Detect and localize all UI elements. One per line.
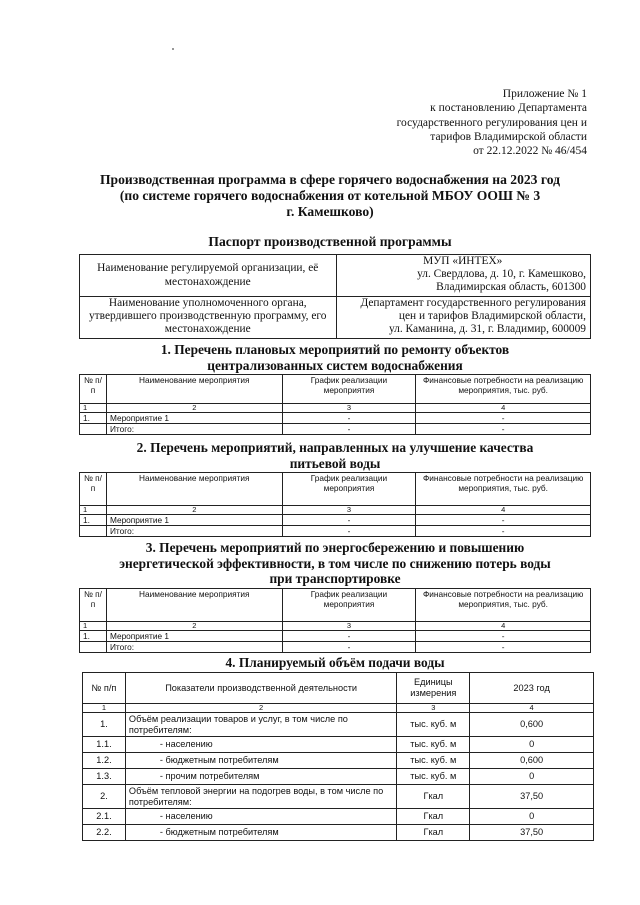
passport-value-authority <box>336 297 591 339</box>
row-unit: тыс. куб. м <box>397 713 470 737</box>
column-number: 3 <box>282 404 416 413</box>
row-value: 37,50 <box>470 825 594 841</box>
column-number: 1 <box>80 622 107 631</box>
row-finance: - <box>416 413 591 424</box>
column-number: 3 <box>282 622 416 631</box>
row-num: 1. <box>83 713 126 737</box>
column-number: 1 <box>83 704 126 713</box>
total-row <box>80 424 591 435</box>
row-num: 1. <box>80 515 107 526</box>
row-unit: Гкал <box>397 785 470 809</box>
row-num: 2. <box>83 785 126 809</box>
total-row <box>80 642 591 653</box>
table-row <box>83 809 594 825</box>
total-finance: - <box>416 642 591 653</box>
row-value: 0,600 <box>470 753 594 769</box>
row-indicator: Объём реализации товаров и услуг, в том числе по потребителям: <box>125 713 396 737</box>
org-name: МУП «ИНТЕХ» <box>423 255 503 267</box>
row-num: 2.1. <box>83 809 126 825</box>
empty-cell <box>80 526 107 537</box>
row-finance: - <box>416 631 591 642</box>
passport-table <box>79 254 591 339</box>
column-number: 4 <box>416 506 591 515</box>
title-line: Производственная программа в сфере горячего водоснабжения на 2023 год <box>99 172 560 187</box>
row-indicator: - бюджетным потребителям <box>125 753 396 769</box>
row-num: 1.3. <box>83 769 126 785</box>
header-schedule: График реализации мероприятия <box>282 375 416 404</box>
volume-table <box>82 672 594 841</box>
appendix-line: от 22.12.2022 № 46/454 <box>473 145 587 158</box>
row-name: Мероприятие 1 <box>106 515 282 526</box>
total-schedule: - <box>282 526 416 537</box>
table-row <box>83 785 594 809</box>
row-unit: тыс. куб. м <box>397 769 470 785</box>
header-num: № п/п <box>83 673 126 704</box>
table-row <box>80 515 591 526</box>
document-title <box>80 172 580 220</box>
column-number-row <box>80 622 591 631</box>
appendix-block <box>397 87 587 158</box>
column-number: 1 <box>80 506 107 515</box>
row-indicator: - населению <box>125 737 396 753</box>
row-value: 0 <box>470 769 594 785</box>
row-indicator: Объём тепловой энергии на подогрев воды, в том числе по потребителям: <box>125 785 396 809</box>
header-units: Единицы измерения <box>397 673 470 704</box>
empty-cell <box>80 642 107 653</box>
row-indicator: - бюджетным потребителям <box>125 825 396 841</box>
authority-line: цен и тарифов Владимирской области, <box>398 310 586 323</box>
row-indicator: - населению <box>125 809 396 825</box>
section-title-line: централизованных систем водоснабжения <box>207 357 463 373</box>
section4-title: 4. Планируемый объём подачи воды <box>225 655 445 670</box>
header-year: 2023 год <box>470 673 594 704</box>
row-num: 1. <box>80 631 107 642</box>
row-unit: тыс. куб. м <box>397 737 470 753</box>
total-schedule: - <box>282 642 416 653</box>
section2-table <box>79 472 591 537</box>
row-value: 37,50 <box>470 785 594 809</box>
section-title-line: 2. Перечень мероприятий, направленных на улучшение качества <box>136 440 534 455</box>
section3-table <box>79 588 591 653</box>
authority-line: Департамент государственного регулирования <box>360 297 586 309</box>
scan-speck <box>172 48 174 50</box>
table-row <box>83 825 594 841</box>
table-row <box>83 753 594 769</box>
row-num: 1.2. <box>83 753 126 769</box>
column-number-row <box>80 404 591 413</box>
section-title-line: 1. Перечень плановых мероприятий по ремонту объектов <box>160 342 510 357</box>
table-row <box>80 413 591 424</box>
header-schedule: График реализации мероприятия <box>282 589 416 622</box>
row-num: 1.1. <box>83 737 126 753</box>
appendix-line: к постановлению Департамента <box>430 102 587 115</box>
row-num: 1. <box>80 413 107 424</box>
column-number: 2 <box>125 704 396 713</box>
column-number: 2 <box>106 506 282 515</box>
column-number-row <box>83 704 594 713</box>
table-header-row <box>80 375 591 404</box>
section1-title <box>80 342 590 373</box>
total-schedule: - <box>282 424 416 435</box>
table-header-row <box>80 589 591 622</box>
passport-row-authority <box>80 297 591 339</box>
row-value: 0,600 <box>470 713 594 737</box>
section-title-line: энергетической эффективности, в том числе по снижению потерь воды <box>119 555 551 571</box>
table-row <box>80 631 591 642</box>
org-address-line: Владимирская область, 601300 <box>436 281 586 294</box>
row-schedule: - <box>282 413 416 424</box>
passport-label-authority: Наименование уполномоченного органа, утвердившего производственную программу, его местонахождение <box>80 297 337 339</box>
table-header-row <box>80 473 591 506</box>
passport-title: Паспорт производственной программы <box>208 234 452 249</box>
header-schedule: График реализации мероприятия <box>282 473 416 506</box>
org-address-line: ул. Свердлова, д. 10, г. Камешково, <box>417 268 586 281</box>
column-number: 4 <box>416 404 591 413</box>
column-number: 4 <box>416 622 591 631</box>
total-label: Итого: <box>106 526 282 537</box>
row-indicator: - прочим потребителям <box>125 769 396 785</box>
header-indicator: Показатели производственной деятельности <box>125 673 396 704</box>
table-row <box>83 769 594 785</box>
column-number: 4 <box>470 704 594 713</box>
total-label: Итого: <box>106 424 282 435</box>
title-line: г. Камешково) <box>286 204 374 219</box>
header-num: № п/п <box>80 375 107 404</box>
column-number: 3 <box>282 506 416 515</box>
row-schedule: - <box>282 631 416 642</box>
column-number: 1 <box>80 404 107 413</box>
section-title-line: при транспортировке <box>269 571 401 586</box>
header-finance: Финансовые потребности на реализацию мероприятия, тыс. руб. <box>416 375 591 404</box>
header-name: Наименование мероприятия <box>106 473 282 506</box>
column-number-row <box>80 506 591 515</box>
passport-row-organization <box>80 255 591 297</box>
table-row <box>83 737 594 753</box>
row-unit: тыс. куб. м <box>397 753 470 769</box>
header-finance: Финансовые потребности на реализацию мероприятия, тыс. руб. <box>416 589 591 622</box>
total-finance: - <box>416 424 591 435</box>
row-name: Мероприятие 1 <box>106 631 282 642</box>
header-name: Наименование мероприятия <box>106 589 282 622</box>
section3-title <box>80 540 590 587</box>
empty-cell <box>80 424 107 435</box>
total-finance: - <box>416 526 591 537</box>
header-name: Наименование мероприятия <box>106 375 282 404</box>
row-value: 0 <box>470 737 594 753</box>
column-number: 2 <box>106 404 282 413</box>
row-name: Мероприятие 1 <box>106 413 282 424</box>
total-row <box>80 526 591 537</box>
row-schedule: - <box>282 515 416 526</box>
column-number: 3 <box>397 704 470 713</box>
section-title-line: 3. Перечень мероприятий по энергосбережению и повышению <box>145 540 525 555</box>
row-unit: Гкал <box>397 825 470 841</box>
passport-value-organization <box>336 255 591 297</box>
row-unit: Гкал <box>397 809 470 825</box>
table-header-row <box>83 673 594 704</box>
authority-line: ул. Каманина, д. 31, г. Владимир, 600009 <box>388 323 586 336</box>
row-num: 2.2. <box>83 825 126 841</box>
row-finance: - <box>416 515 591 526</box>
section-title-line: питьевой воды <box>289 455 381 471</box>
appendix-line: тарифов Владимирской области <box>430 130 587 143</box>
table-row <box>83 713 594 737</box>
appendix-line: Приложение № 1 <box>502 88 587 100</box>
column-number: 2 <box>106 622 282 631</box>
section1-table <box>79 374 591 435</box>
title-line: (по системе горячего водоснабжения от котельной МБОУ ООШ № 3 <box>119 188 541 203</box>
row-value: 0 <box>470 809 594 825</box>
header-num: № п/п <box>80 589 107 622</box>
total-label: Итого: <box>106 642 282 653</box>
header-num: № п/п <box>80 473 107 506</box>
header-finance: Финансовые потребности на реализацию мероприятия, тыс. руб. <box>416 473 591 506</box>
section2-title <box>80 440 590 471</box>
passport-label-organization: Наименование регулируемой организации, её местонахождение <box>80 255 337 297</box>
appendix-line: государственного регулирования цен и <box>396 116 587 129</box>
